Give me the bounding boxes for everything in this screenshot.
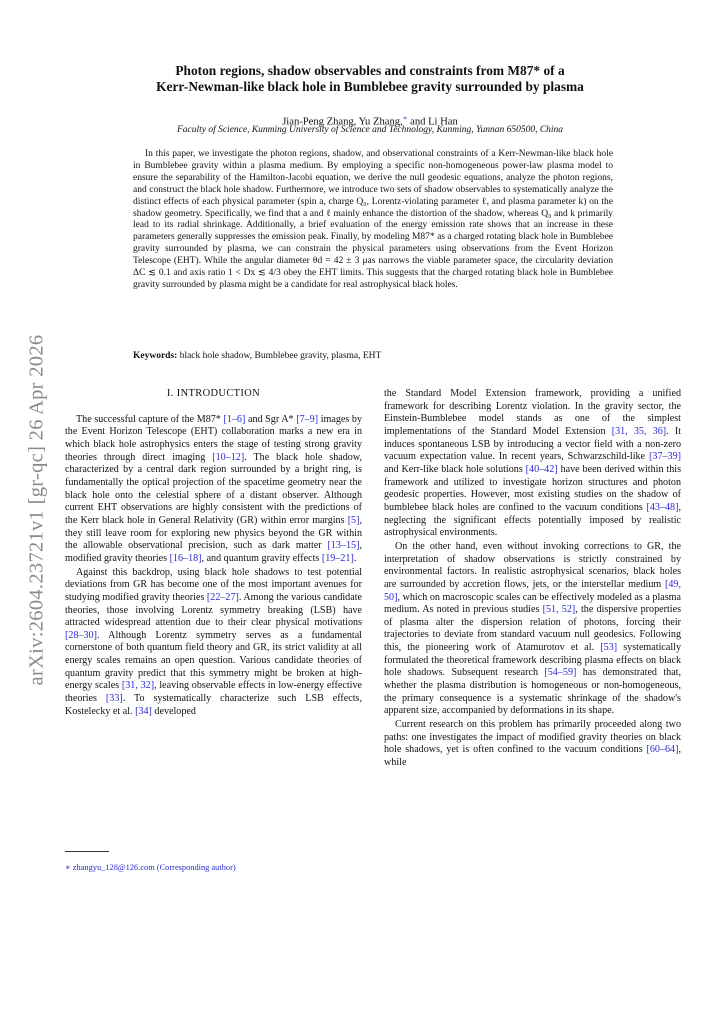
- body-text: . The black hole shadow, characterized by a central dark region surrounded by a bright ring, is fundamentally the optical projection of the spacetime geometry near the black hole onto the celestial sphere of a distant observer. Although current EHT observations are highly consistent with the predictions of the Kerr black hole in General Relativity (GR) within error margins: [65, 451, 362, 526]
- citation-link[interactable]: [34]: [135, 705, 152, 717]
- citation-link[interactable]: [53]: [600, 642, 618, 654]
- citation-link[interactable]: [7–9]: [296, 413, 319, 425]
- body-text: and Sgr A*: [245, 413, 297, 425]
- citation-link[interactable]: [49, 50]: [384, 578, 681, 603]
- citation-link[interactable]: [1–6]: [223, 413, 246, 425]
- body-text: images by the Event Horizon Telescope (EHT) collaboration marks a new era in which black hole astrophysics enters the stage of testing strong gravity theories through direct imaging: [65, 413, 363, 463]
- body-text: have been derived within this framework and utilized to investigate horizon structures and photon geodesic properties. However, most existing studies on the shadow of bumblebee black holes are confined to the vacuum conditions: [384, 463, 682, 513]
- left-column: [65, 388, 362, 718]
- corresponding-author-mark[interactable]: ∗: [402, 114, 408, 122]
- body-text: .: [353, 552, 357, 564]
- body-text: The successful capture of the M87*: [76, 413, 224, 425]
- keywords-text: black hole shadow, Bumblebee gravity, plasma, EHT: [177, 351, 382, 361]
- body-text: systematically formulated the theoretical framework describing plasma effects on black hole shadows. Subsequent research: [384, 642, 681, 679]
- footnote-divider: [65, 851, 109, 852]
- citation-link[interactable]: [60–64]: [646, 744, 679, 756]
- body-text: has demonstrated that, whether the plasma distribution is homogeneous or non-homogeneous, the primary consequence is a systematic shrinkage of the shadow's apparent size, accompanied by deformations in its shape.: [384, 667, 682, 717]
- citation-link[interactable]: [40–42]: [525, 463, 558, 475]
- keywords-label: Keywords:: [133, 351, 178, 361]
- body-text: . Although Lorentz symmetry serves as a fundamental cornerstone of both quantum field theory and GR, its strict validity at all energy scales remains an open question. Various candidate theories of quantum gravity predict that this symmetry might be broken at high-energy scales: [65, 629, 362, 692]
- citation-link[interactable]: [31, 32]: [121, 680, 155, 692]
- body-text: , leaving observable effects in low-energy effective theories: [65, 680, 362, 705]
- citation-link[interactable]: [37–39]: [649, 451, 681, 463]
- body-text: , neglecting the significant effects potentially imposed by realistic astrophysical environments.: [384, 501, 681, 539]
- citation-link[interactable]: [51, 52]: [542, 604, 576, 616]
- body-text: , while: [384, 744, 681, 769]
- citation-link[interactable]: [22–27]: [206, 591, 239, 603]
- body-text: , modified gravity theories: [65, 540, 362, 564]
- body-text: the Standard Model Extension framework, providing a unified framework for describing Lorentz violation. In the gravity sector, the Einstein-Bumblebee model stands as one of the simplest implementations of the Standard Model Extension: [384, 388, 681, 437]
- title-line-1: Photon regions, shadow observables and constraints from M87* of a: [175, 63, 565, 78]
- footnote: [65, 862, 362, 873]
- footnote-mark: ∗: [65, 863, 71, 872]
- footnote-email-link[interactable]: zhangyu_128@126.com (Corresponding author): [70, 863, 236, 872]
- paragraph: [65, 567, 362, 719]
- body-text: , they still leave room for exploring new physics beyond the GR within the allowable observational precision, such as dark matter: [65, 514, 362, 552]
- abstract: In this paper, we investigate the photon regions, shadow, and observational constraints of a Kerr-Newman-like black hole in Bumblebee gravity within a plasma medium. By employing a specific non-homogeneous power-law plasma model to ensure the separability of the Hamilton-Jacobi equation, we derive the null geodesic equations, analyze the photon regions, and construct the black hole shadow. Furthermore, we introduce two sets of shadow observables to systematically analyze the distinct effects of each physical parameter (spin a, charge Q₀, Lorentz-violating parameter ℓ, and plasma parameter k) on the shadow geometry. Specifically, we find that a and ℓ mainly enhance the distortion of the shadow, whereas Q₀ and k primarily lead to its radial shrinkage. Additionally, a brief evaluation of the energy emission rate shows that an increase in these parameters generally suppresses the emission peak. Finally, by modeling M87* as a charged rotating black hole in Bumblebee gravity surrounded by plasma, we can constrain the physical parameters using observations from the Event Horizon Telescope (EHT). While the angular diameter θd = 42 ± 3 μas narrows the viable parameter space, the circularity deviation ΔC ≲ 0.1 and axis ratio 1 < Dx ≲ 4/3 obey the EHT limits. This suggests that the charged rotating black hole in Bumblebee gravity surrounded by plasma might be a candidate for real astrophysical black holes.: [133, 149, 613, 290]
- title-line-2: Kerr-Newman-like black hole in Bumblebee gravity surrounded by plasma: [156, 79, 584, 94]
- paragraph: [65, 414, 362, 566]
- body-text: Against this backdrop, using black hole shadows to test potential deviations from GR has become one of the most important avenues for studying modified gravity theories: [65, 566, 362, 603]
- body-text: developed: [151, 705, 196, 717]
- body-text: , the dispersive properties of plasma alter the dispersion relation of photons, forcing their trajectories to deviate from standard vacuum null geodesics. Following this, the pioneering work of Atamurotov et al.: [384, 604, 681, 654]
- body-text: . To systematically characterize such LSB effects, Kostelecky et al.: [65, 693, 362, 717]
- section-heading-introduction: I. INTRODUCTION: [166, 388, 261, 399]
- paragraph: [384, 541, 681, 718]
- citation-link[interactable]: [33]: [105, 693, 123, 705]
- citation-link[interactable]: [5]: [347, 514, 360, 526]
- body-text: Current research on this problem has primarily proceeded along two paths: one investigates the impact of modified gravity theories on black hole shadows, yet is often confined to the vacuum conditions: [384, 719, 681, 756]
- citation-link[interactable]: [28–30]: [65, 629, 97, 641]
- paragraph: [384, 719, 681, 770]
- arxiv-side-stamp: [22, 300, 52, 720]
- paragraph: [384, 388, 681, 540]
- paper-title: [90, 63, 650, 95]
- citation-link[interactable]: [16–18]: [169, 552, 202, 564]
- citation-link[interactable]: [10–12]: [212, 451, 245, 463]
- keywords: [133, 350, 613, 362]
- body-text: , which on macroscopic scales can be effectively modeled as a plasma medium. As noted in previous studies: [384, 591, 681, 616]
- body-text: . Among the various candidate theories, those involving Lorentz symmetry breaking (LSB) have attracted widespread attention due to their clear physical motivations: [65, 591, 362, 629]
- citation-link[interactable]: [13–15]: [327, 540, 360, 552]
- body-text: and Kerr-like black hole solutions: [384, 463, 526, 475]
- body-text: . It induces spontaneous LSB by introducing a vector field with a non-zero vacuum expectation value. In recent years, Schwarzschild-like: [384, 425, 681, 463]
- arxiv-identifier[interactable]: arXiv:2604.23721v1 [gr-qc] 26 Apr 2026: [25, 334, 48, 686]
- authors-last: and Li Han: [407, 116, 458, 128]
- citation-link[interactable]: [54–59]: [544, 667, 577, 679]
- right-column: [384, 388, 681, 770]
- affiliation: Faculty of Science, Kunming University of Science and Technology, Kunming, Yunnan 650500, China: [176, 125, 564, 135]
- citation-link[interactable]: [19–21]: [321, 552, 354, 564]
- authors-first: Jian-Peng Zhang, Yu Zhang,: [282, 116, 403, 128]
- citation-link[interactable]: [43–48]: [646, 501, 679, 513]
- body-text: On the other hand, even without invoking corrections to GR, the interpretation of shadow observations is strictly constrained by environmental factors. In realistic astrophysical scenarios, black holes are surrounded by accretion flows, jets, or the interstellar medium: [384, 540, 681, 590]
- body-text: , and quantum gravity effects: [201, 552, 322, 564]
- citation-link[interactable]: [31, 35, 36]: [611, 425, 667, 437]
